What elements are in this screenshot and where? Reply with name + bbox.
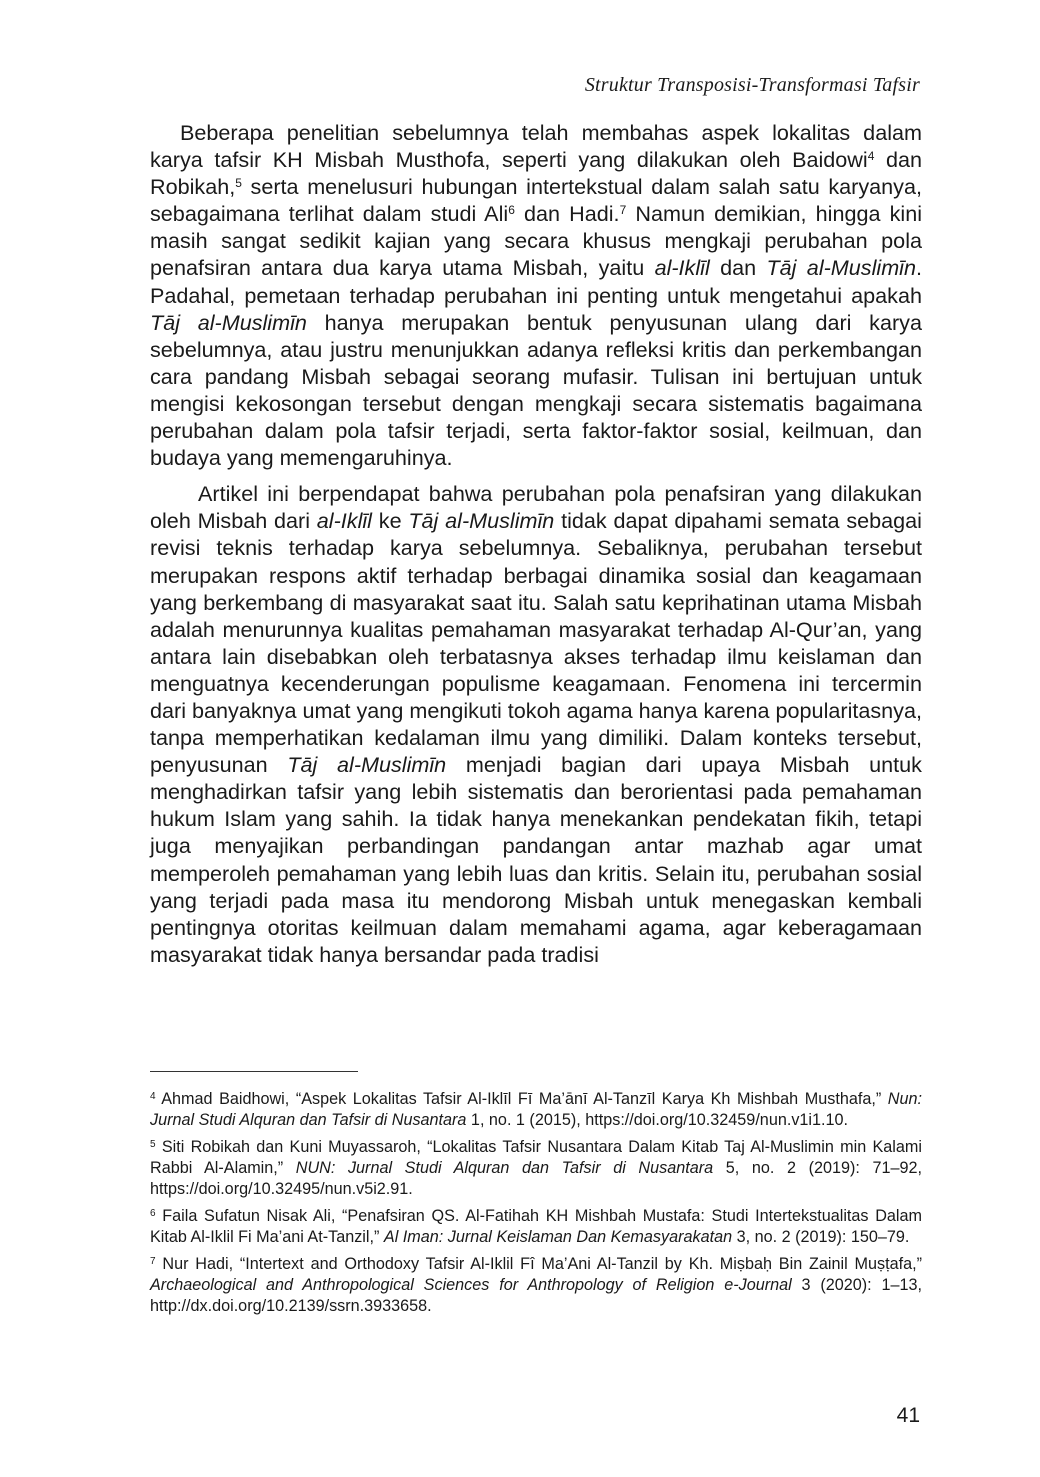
footnote-journal: NUN: Jurnal Studi Alquran dan Tafsir di Nusantara [295, 1159, 714, 1177]
running-head: Struktur Transposisi-Transformasi Tafsir [584, 74, 920, 96]
footnote-number: 6 [150, 1208, 156, 1219]
p1-text-3: serta menelusuri hubungan intertekstual dalam salah satu karyanya, sebagaimana terlihat dalam studi Ali [150, 174, 922, 227]
footnote-divider [150, 1071, 358, 1072]
footnote-7 [150, 1254, 922, 1317]
footnote-number: 7 [150, 1256, 156, 1267]
footnote-text: Ahmad Baidhowi, “Aspek Lokalitas Tafsir Al-Iklīl Fī Ma’ānī Al-Tanzīl Karya Kh Mishbah Musthafa,” [155, 1090, 888, 1108]
footnote-4 [150, 1089, 922, 1131]
p1-text-7: . Padahal, pemetaan terhadap perubahan ini penting untuk mengetahui apakah [150, 255, 922, 308]
footnote-6 [150, 1206, 922, 1248]
paragraph-1 [150, 119, 922, 471]
footnote-tail: 3 (2020): 1–13, http://dx.doi.org/10.2139/ssrn.3933658. [150, 1276, 923, 1315]
p1-text-4: dan Hadi. [514, 201, 620, 227]
p1-text-2: dan Robikah, [150, 147, 922, 200]
footnotes [150, 1089, 922, 1323]
footnote-journal: Archaeological and Anthropological Sciences for Anthropology of Religion e-Journal [150, 1276, 792, 1294]
p1-italic-2: Tāj al-Muslimīn [766, 255, 916, 281]
p1-text-6: dan [709, 255, 767, 281]
paragraph-2 [150, 480, 922, 968]
footnote-ref-4[interactable]: 4 [867, 149, 875, 164]
p2-text-2: ke [371, 508, 409, 534]
footnote-text: Nur Hadi, “Intertext and Orthodoxy Tafsir Al-Iklil Fî Ma’Ani Al-Tanzil by Kh. Miṣbaḥ Bin Zainil Muṣṭafa,” [155, 1255, 922, 1273]
p2-italic-1: al-Iklīl [316, 508, 372, 534]
footnote-tail: 3, no. 2 (2019): 150–79. [732, 1228, 910, 1246]
footnote-journal: Nun: Jurnal Studi Alquran dan Tafsir di Nusantara [150, 1090, 922, 1129]
footnote-text: Siti Robikah dan Kuni Muyassaroh, “Lokalitas Tafsir Nusantara Dalam Kitab Taj Al-Muslimin min Kalami Rabbi Al-Alamin,” [150, 1138, 922, 1177]
p1-text-5: Namun demikian, hingga kini masih sangat sedikit kajian yang secara khusus mengkaji perubahan pola penafsiran antara dua karya utama Misbah, yaitu [150, 201, 923, 281]
p2-text-4: menjadi bagian dari upaya Misbah untuk menghadirkan tafsir yang lebih sistematis dan berorientasi pada pemahaman hukum Islam yang sahih. Ia tidak hanya menekankan pendekatan fikih, tetapi juga menyajikan perbandingan pandangan antar mazhab agar umat memperoleh pemahaman yang lebih luas dan kritis. Selain itu, perubahan sosial yang terjadi pada masa itu mendorong Misbah untuk menegaskan kembali pentingnya otoritas keilmuan dalam memahami agama, agar keberagamaan masyarakat tidak hanya bersandar pada tradisi [150, 752, 922, 967]
p2-italic-3: Tāj al-Muslimīn [287, 752, 447, 778]
page-number: 41 [896, 1404, 920, 1427]
footnote-journal: Al Iman: Jurnal Keislaman Dan Kemasyarakatan [383, 1228, 733, 1246]
footnote-ref-6[interactable]: 6 [508, 203, 515, 218]
body-text [150, 119, 922, 968]
footnote-number: 4 [150, 1091, 156, 1102]
p1-italic-3: Tāj al-Muslimīn [150, 309, 307, 335]
p2-text-3: tidak dapat dipahami semata sebagai revisi teknis terhadap karya sebelumnya. Sebaliknya, perubahan tersebut merupakan respons aktif terhadap berbagai dinamika sosial dan keagamaan yang berkembang di masyarakat saat itu. Salah satu keprihatinan utama Misbah adalah menurunnya kualitas pemahaman masyarakat terhadap Al-Qur’an, yang antara lain disebabkan oleh terbatasnya akses terhadap ilmu keislaman dan menguatnya kecenderungan populisme keagamaan. Fenomena ini tercermin dari banyaknya umat yang mengikuti tokoh agama hanya karena popularitasnya, tanpa memperhatikan kedalaman ilmu yang dimiliki. Dalam konteks tersebut, penyusunan [150, 508, 922, 778]
p1-text-1: Beberapa penelitian sebelumnya telah membahas aspek lokalitas dalam karya tafsir KH Misbah Musthofa, seperti yang dilakukan oleh Baidowi [150, 120, 922, 173]
footnote-tail: 1, no. 1 (2015), https://doi.org/10.32459/nun.v1i1.10. [466, 1111, 849, 1129]
p2-text-1: Artikel ini berpendapat bahwa perubahan pola penafsiran yang dilakukan oleh Misbah dari [150, 481, 922, 534]
footnote-tail: 5, no. 2 (2019): 71–92, https://doi.org/10.32495/nun.v5i2.91. [150, 1159, 922, 1198]
footnote-ref-5[interactable]: 5 [235, 176, 242, 191]
footnote-text: Faila Sufatun Nisak Ali, “Penafsiran QS. Al-Fatihah KH Mishbah Mustafa: Studi Intertekstualitas Dalam Kitab Al-Iklil Fi Ma’ani At-Tanzil,” [150, 1207, 922, 1246]
p1-text-8: hanya merupakan bentuk penyusunan ulang dari karya sebelumnya, atau justru menunjukkan adanya refleksi kritis dan perkembangan cara pandang Misbah sebagai seorang mufasir. Tulisan ini bertujuan untuk mengisi kekosongan tersebut dengan mengkaji secara sistematis bagaimana perubahan dalam pola tafsir terjadi, serta faktor-faktor sosial, keilmuan, dan budaya yang memengaruhinya. [150, 309, 922, 471]
p1-italic-1: al-Iklīl [654, 255, 710, 281]
p2-italic-2: Tāj al-Muslimīn [408, 508, 555, 534]
footnote-5 [150, 1137, 922, 1200]
footnote-ref-7[interactable]: 7 [619, 203, 627, 218]
footnote-number: 5 [150, 1139, 156, 1150]
